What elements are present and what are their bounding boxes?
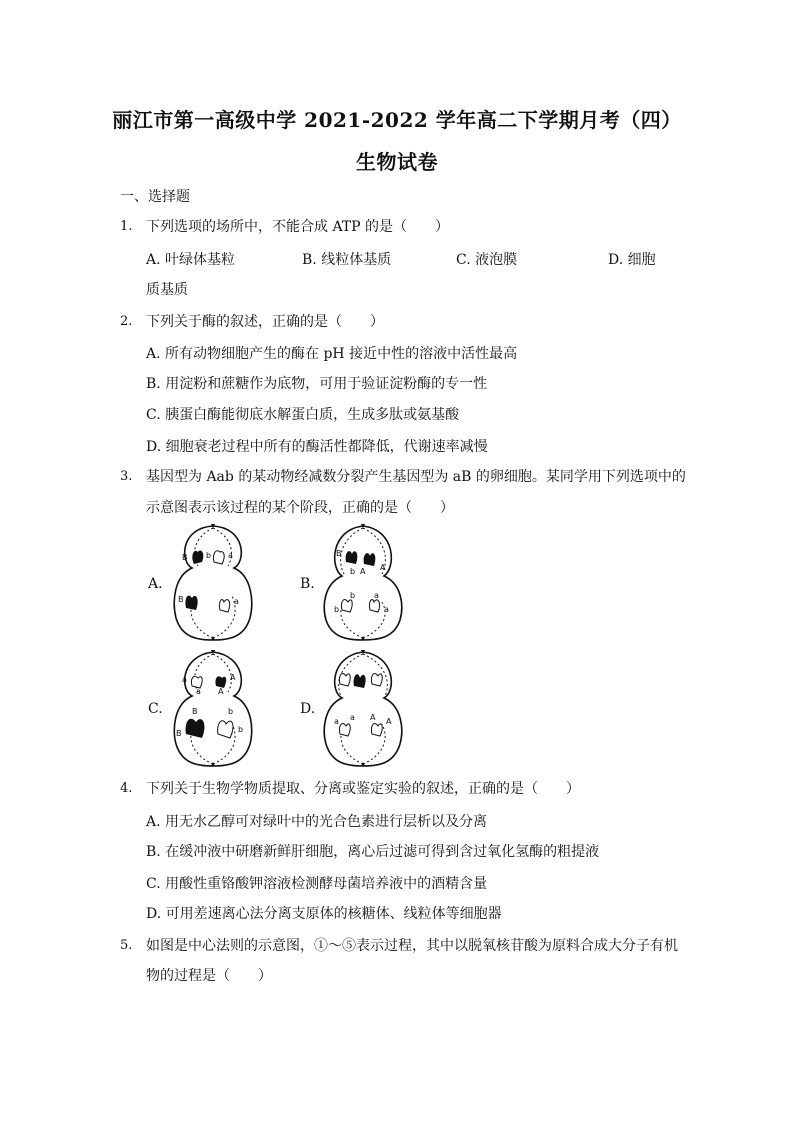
- cell-diagram-b: [322, 522, 404, 644]
- question-stem-continued: 物的过程是（ ）: [146, 968, 272, 984]
- gene-label: a: [182, 675, 187, 684]
- option-d: D. 细胞: [608, 252, 656, 268]
- gene-label: b: [350, 591, 356, 600]
- option-a: A. 所有动物细胞产生的酶在 pH 接近中性的溶液中活性最高: [146, 346, 518, 362]
- question-number: 4.: [120, 781, 133, 796]
- option-c: C. 液泡膜: [456, 252, 518, 268]
- figure-label-b: B.: [300, 576, 315, 592]
- question-stem: 下列选项的场所中，不能合成 ATP 的是（ ）: [146, 219, 450, 235]
- gene-label: A: [360, 567, 366, 576]
- gene-label: A: [218, 687, 224, 696]
- question-stem: 下列关于生物学物质提取、分离或鉴定实验的叙述，正确的是（ ）: [146, 781, 580, 797]
- question-number: 2.: [120, 314, 133, 329]
- question-number: 1.: [120, 219, 133, 234]
- option-b: B. 用淀粉和蔗糖作为底物，可用于验证淀粉酶的专一性: [146, 376, 488, 392]
- gene-label: b: [238, 725, 244, 734]
- gene-label: B: [178, 595, 184, 604]
- cell-diagram-d: [322, 648, 404, 770]
- option-d: D. 细胞衰老过程中所有的酶活性都降低，代谢速率减慢: [146, 439, 488, 455]
- gene-label: A: [230, 673, 236, 682]
- option-d: D. 可用差速离心法分离支原体的核糖体、线粒体等细胞器: [146, 906, 502, 922]
- question-number: 3.: [120, 469, 133, 484]
- gene-label: a: [374, 591, 379, 600]
- gene-label: A: [370, 713, 376, 722]
- gene-label: a: [350, 713, 355, 722]
- option-a: A. 叶绿体基粒: [146, 252, 236, 268]
- gene-label: a: [384, 605, 389, 614]
- cell-diagram-a: [172, 522, 254, 644]
- gene-label: A: [380, 563, 386, 572]
- gene-label: B: [192, 707, 198, 716]
- question-number: 5.: [120, 938, 133, 953]
- gene-label: A: [386, 717, 392, 726]
- cell-diagram-c: [172, 648, 254, 770]
- option-a: A. 用无水乙醇可对绿叶中的光合色素进行层析以及分离: [146, 814, 488, 830]
- option-c: C. 用酸性重铬酸钾溶液检测酵母菌培养液中的酒精含量: [146, 876, 488, 892]
- gene-label: b: [334, 605, 340, 614]
- gene-label: B: [336, 549, 342, 558]
- gene-label: B: [176, 729, 182, 738]
- question-stem: 如图是中心法则的示意图，①～⑤表示过程，其中以脱氧核苷酸为原料合成大分子有机: [146, 938, 678, 954]
- option-b: B. 线粒体基质: [302, 252, 392, 268]
- gene-label: b: [350, 567, 356, 576]
- section-heading: 一、选择题: [120, 189, 190, 205]
- gene-label: b: [228, 707, 234, 716]
- gene-label: a: [234, 597, 239, 606]
- exam-title: 丽江市第一高级中学 2021-2022 学年高二下学期月考（四）: [112, 108, 682, 132]
- question-stem: 下列关于酶的叙述，正确的是（ ）: [146, 314, 384, 330]
- figure-label-c: C.: [148, 701, 163, 717]
- question-stem-continued: 示意图表示该过程的某个阶段，正确的是（ ）: [146, 500, 454, 516]
- exam-subject: 生物试卷: [356, 150, 438, 174]
- gene-label: b: [206, 551, 212, 560]
- gene-label: a: [334, 717, 339, 726]
- option-c: C. 胰蛋白酶能彻底水解蛋白质，生成多肽或氨基酸: [146, 407, 460, 423]
- option-b: B. 在缓冲液中研磨新鲜肝细胞，离心后过滤可得到含过氧化氢酶的粗提液: [146, 844, 600, 860]
- figure-label-d: D.: [300, 701, 316, 717]
- gene-label: B: [182, 553, 188, 562]
- question-stem: 基因型为 Aab 的某动物经减数分裂产生基因型为 aB 的卵细胞。某同学用下列选项中的: [146, 469, 686, 485]
- gene-label: a: [196, 687, 201, 696]
- option-d-continued: 质基质: [146, 282, 188, 298]
- gene-label: a: [228, 551, 233, 560]
- figure-label-a: A.: [148, 576, 163, 592]
